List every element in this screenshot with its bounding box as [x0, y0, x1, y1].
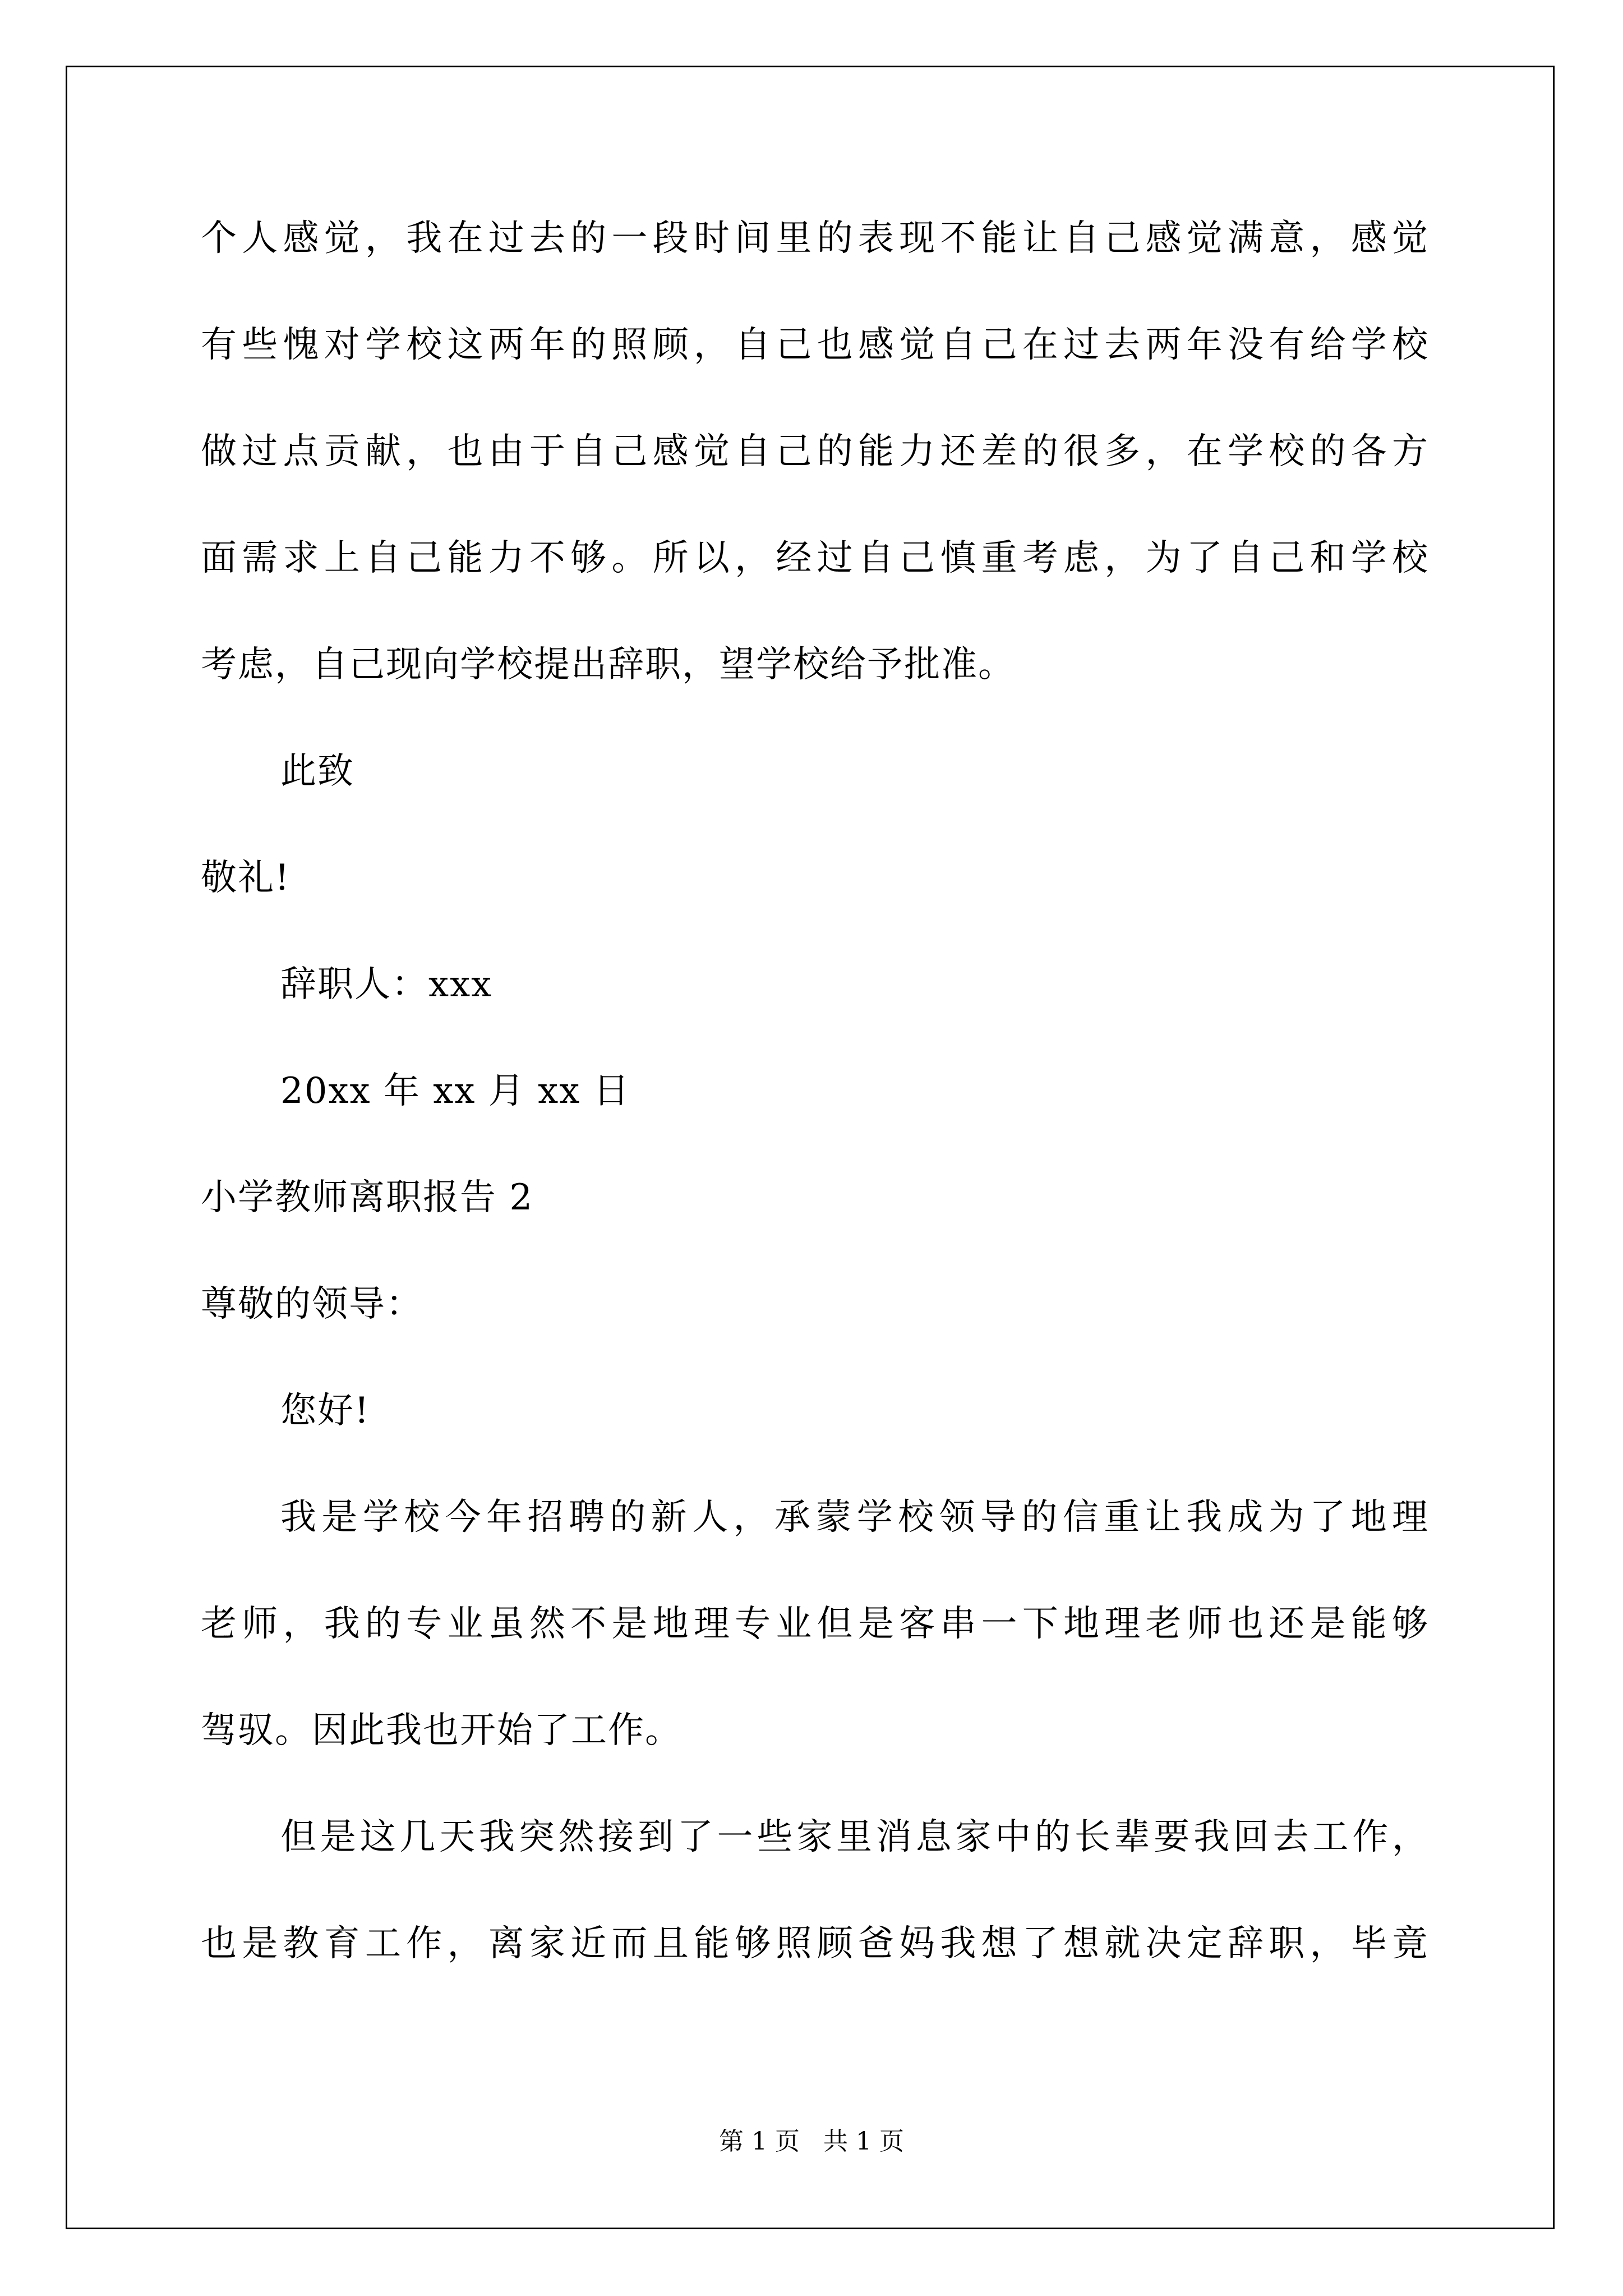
paragraph-line: 驾驭。因此我也开始了工作。 [201, 1710, 682, 1751]
paragraph-line: 面需求上自己能力不够。所以，经过自己慎重考虑，为了自己和学校 [201, 537, 1429, 579]
paragraph-line: 有些愧对学校这两年的照顾，自己也感觉自己在过去两年没有给学校 [201, 324, 1429, 366]
salutation: 尊敬的领导： [201, 1283, 423, 1325]
page-footer [0, 2125, 1623, 2159]
page-border [66, 66, 1555, 2229]
page-count: 共 1 页 [823, 2127, 904, 2156]
paragraph-line: 老师，我的专业虽然不是地理专业但是客串一下地理老师也还是能够 [201, 1603, 1429, 1645]
section-title: 小学教师离职报告 2 [201, 1177, 534, 1218]
signer-line: 辞职人：xxx [280, 964, 493, 1005]
page-number: 第 1 页 [719, 2127, 800, 2156]
paragraph-line: 但是这几天我突然接到了一些家里消息家中的长辈要我回去工作， [280, 1816, 1429, 1858]
greeting: 您好! [280, 1390, 370, 1432]
date-line: 20xx 年 xx 月 xx 日 [280, 1070, 630, 1112]
paragraph-line: 我是学校今年招聘的新人，承蒙学校领导的信重让我成为了地理 [280, 1497, 1429, 1538]
paragraph-line: 也是教育工作，离家近而且能够照顾爸妈我想了想就决定辞职，毕竟 [201, 1923, 1429, 1964]
closing-regards: 敬礼! [201, 857, 291, 899]
paragraph-line: 考虑，自己现向学校提出辞职，望学校给予批准。 [201, 644, 1015, 685]
closing-line: 此致 [280, 751, 354, 792]
paragraph-line: 做过点贡献，也由于自己感觉自己的能力还差的很多，在学校的各方 [201, 431, 1429, 472]
paragraph-line: 个人感觉，我在过去的一段时间里的表现不能让自己感觉满意，感觉 [201, 218, 1429, 259]
